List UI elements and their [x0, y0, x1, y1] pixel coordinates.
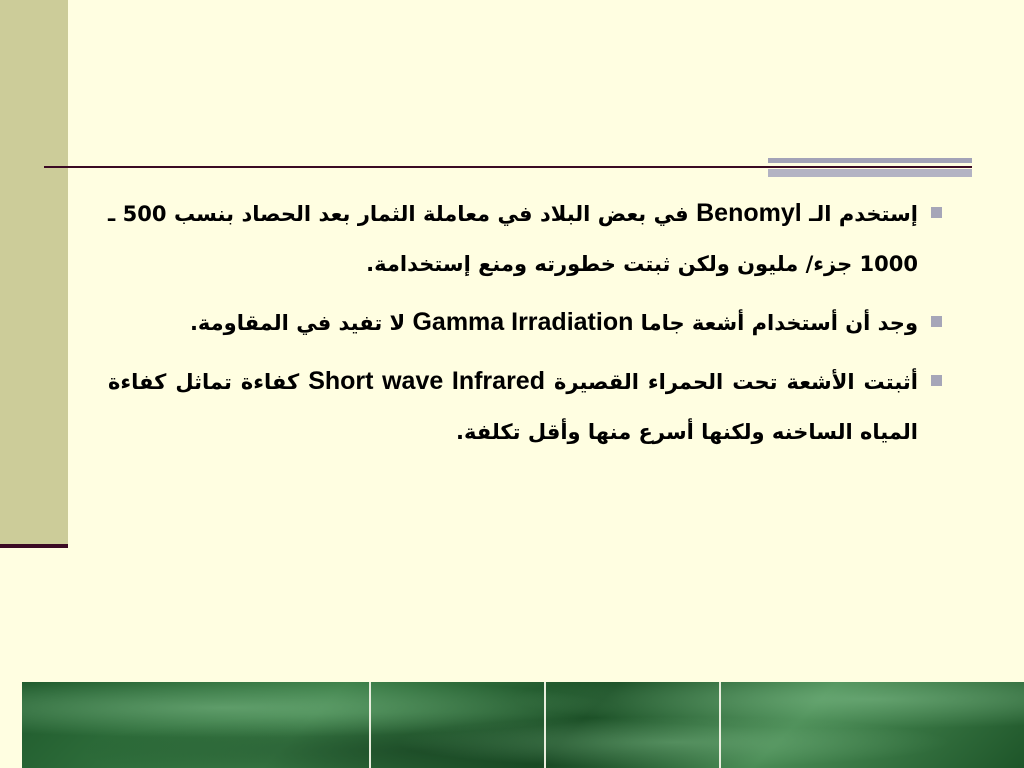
bullet-latin-term: Benomyl [696, 199, 802, 227]
footer-divider [719, 682, 721, 768]
bullet-latin-term: Gamma Irradiation [412, 308, 634, 336]
footer-divider [369, 682, 371, 768]
bullet-square-icon [931, 316, 942, 327]
bullet-text-after: كفاءة تماثل كفاءة المياه الساخنه ولكنها أسرع منها وأقل تكلفة. [108, 370, 918, 444]
bullet-square-icon [931, 207, 942, 218]
bullet-item-gamma [108, 297, 942, 348]
bullet-text-after: لا تفيد في المقاومة. [189, 311, 413, 335]
bullet-item-benomyl [108, 188, 942, 289]
bullet-square-icon [931, 375, 942, 386]
bullet-text-before: وجد أن أستخدام أشعة جاما [633, 311, 918, 335]
left-decor-bar [0, 0, 68, 548]
slide-content [108, 188, 942, 465]
bullet-latin-term: Short wave Infrared [308, 367, 545, 395]
bullet-item-infrared [108, 356, 942, 457]
title-divider-accent [768, 158, 972, 178]
bullet-text-before: أثبتت الأشعة تحت الحمراء القصيرة [544, 370, 919, 394]
left-decor-line [0, 544, 68, 548]
title-divider-line [44, 166, 770, 168]
bullet-text-after: في بعض البلاد في معاملة الثمار بعد الحصاد بنسب 500 ـ 1000 جزء/ مليون ولكن ثبتت خطورته ومنع إستخدامة. [108, 202, 918, 276]
bullet-text-before: إستخدم الـ [801, 202, 918, 226]
footer-divider [544, 682, 546, 768]
footer-marble-band [22, 682, 1024, 768]
